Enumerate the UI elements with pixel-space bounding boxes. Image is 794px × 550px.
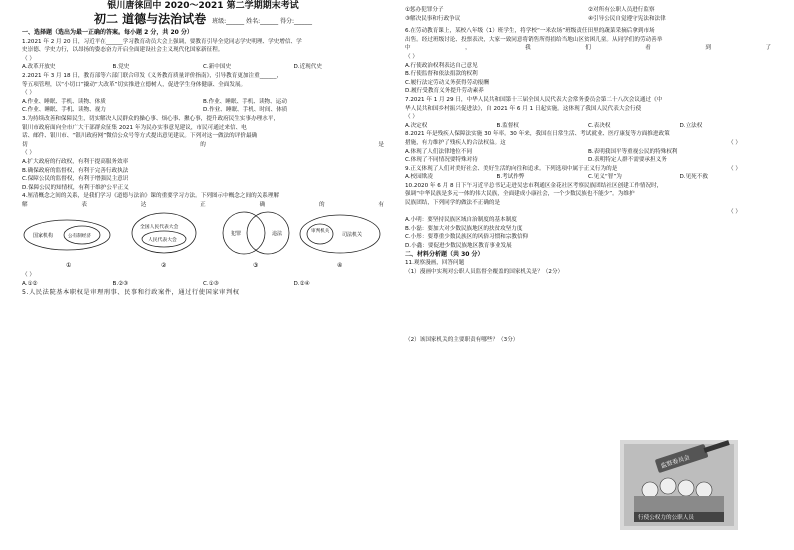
q10-option-d[interactable]: D.小鑫：要促进少数民族地区教育事业发展 bbox=[405, 243, 512, 250]
q6-option-c[interactable]: C.履行法定劳动义务获得劳动报酬 bbox=[405, 79, 489, 86]
q1-paren: （ ） bbox=[22, 55, 35, 62]
hammer-label: 监察委员会 bbox=[660, 454, 691, 470]
q8-stem-text: 措施，有力维护了残疾人的合法权益。这 bbox=[405, 139, 506, 146]
q1-option-d[interactable]: D.近现代史 bbox=[293, 64, 322, 71]
q6-stem-line1: 6.在劳动教育课上，某校八年级（1）班学生，将学校“一米农场”班级责任田里的蔬菜采摘后拿到市场 bbox=[405, 28, 655, 35]
left-column bbox=[22, 0, 384, 550]
q10-option-b[interactable]: B.小磊：要加大对少数民族地区的扶贫攻坚力度 bbox=[405, 225, 523, 232]
q8-paren: （ ） bbox=[728, 139, 741, 146]
q5-option-1[interactable]: ①惩办犯罪分子 bbox=[405, 7, 444, 13]
q3-stem-line1: 3.为持续改善和保障民生，切实解决人民群众的操心事、烦心事、揪心事，提升政府民生实事办理水平， bbox=[22, 115, 280, 122]
cartoon-basket bbox=[634, 496, 724, 512]
q11-sub2: （2）该国家机关的主要职责有哪些？（3分） bbox=[405, 337, 519, 344]
q2-option-c[interactable]: C.作业、睡眠、手机、读物、视力 bbox=[22, 107, 106, 114]
q3-stem-word-2: 的 bbox=[200, 141, 206, 148]
q6-option-a[interactable]: A.行使政治权利表达自己意见 bbox=[405, 62, 478, 69]
diagram-2 bbox=[132, 213, 196, 269]
q4-stem-word: 解 bbox=[22, 201, 28, 208]
q10-stem-line1: 10.2020 年 6 月 8 日下午习近平总书记走进吴忠市利通区金花社区考察民族团结社区创建工作情况时， bbox=[405, 182, 663, 189]
q2-paren: （ ） bbox=[22, 90, 35, 97]
q4-stem-word: 确 bbox=[259, 201, 266, 208]
q6-stem-line2: 出售。经过班级讨论、投票表决，大家一致同意将销售所得捐给当地山区贫困儿童。从同学们的劳动善举 bbox=[405, 36, 663, 43]
diagram-4-inner-ellipse bbox=[307, 224, 333, 244]
q11-cartoon-image bbox=[620, 440, 738, 530]
q6-stem-line3 bbox=[405, 44, 771, 53]
q4-stem-word: 的 bbox=[318, 201, 325, 208]
q5-options-row2 bbox=[405, 15, 771, 24]
q9-option-b[interactable]: B.考试作弊 bbox=[496, 174, 525, 181]
diagram-4-number: ④ bbox=[337, 262, 343, 270]
q7-stem-line2: 华人民共和国乡村振兴促进法》，自 2021 年 6 月 1 日起实施。这体现了我国人民代表大会行使 bbox=[405, 105, 642, 112]
q4-diagram-svg bbox=[22, 209, 384, 271]
q8-stem-line1: 8.2021 年是残疾人保障法实施 30 年率。30 年来，我国在日常生活、考试就业、医疗康复等方面推进政策 bbox=[405, 131, 670, 138]
q2-options-row2 bbox=[22, 106, 384, 115]
diagram-1-outer-label: 国家机构 bbox=[33, 233, 54, 240]
q8-option-c[interactable]: C.体现了不同情况要特殊对待 bbox=[405, 157, 478, 164]
diagram-1-inner-label: 公有制经济 bbox=[68, 234, 91, 240]
q9-paren: （ ） bbox=[728, 165, 741, 172]
diagram-3-left-label: 犯罪 bbox=[231, 231, 242, 238]
q4-option-b[interactable]: B.②③ bbox=[112, 281, 129, 288]
q4-stem-line1: 4.厘清概念之间的关系，是我们学习《道德与法治》课的重要学习方法。下列图示中概念之间的关系理解 bbox=[22, 193, 280, 200]
q2-stem-line1: 2.2021 年 3 月 18 日，教育部等六部门联合印发《义务教育质量评价指南》，引导教育更加注重______， bbox=[22, 72, 283, 79]
q3-option-b[interactable]: B.确保政府的监督权，有利于完善行政执法 bbox=[22, 167, 129, 174]
q10-stem-line2: 强调“中华民族是多元一体的伟大民族，全面建成小康社会，一个少数民族也不能少”。为维护 bbox=[405, 191, 635, 198]
q1-stem-line2: 史崇德、学史力行，以昂扬的姿态奋力开启全面建设社会主义现代化国家新征程。 bbox=[22, 47, 224, 54]
q3-stem-line2: 银川市政府面向全市广大干部群众征集 2021 年为民办实事意见建议，市民可通过来信、电 bbox=[22, 124, 247, 131]
person-2 bbox=[660, 478, 676, 494]
q3-option-a[interactable]: A.扩大政府的行政权，有利于提高服务效率 bbox=[22, 158, 129, 165]
right-column bbox=[405, 0, 771, 550]
q3-paren: （ ） bbox=[22, 150, 35, 157]
q7-stem-line1: 7.2021 年 1 月 29 日，中华人民共和国第十三届全国人民代表大会常务委员会第二十八次会议通过《中 bbox=[405, 96, 663, 103]
q6-option-b[interactable]: B.行使监督和依法捐款的权利 bbox=[405, 71, 478, 78]
q3-stem-line3: 话、邮件、银川市、“银川政府网”微信公众号等方式提出意见建议。下列对这一做法的评价最确 bbox=[22, 133, 258, 140]
q6-stem-word: 们 bbox=[585, 45, 591, 52]
diagram-4-outer-ellipse bbox=[300, 215, 380, 253]
q7-option-c[interactable]: C.表决权 bbox=[588, 122, 611, 129]
q1-options bbox=[22, 63, 384, 72]
person-4 bbox=[696, 482, 712, 498]
q5-stem-line1: 5.人民法院基本职权是审理刑事、民事和行政案件，通过行使国家审判权 bbox=[22, 288, 240, 296]
q7-option-a[interactable]: A.决定权 bbox=[405, 122, 428, 129]
q1-option-a[interactable]: A.改革开放史 bbox=[22, 64, 56, 71]
subject-title bbox=[22, 12, 384, 29]
banner-text: 行使公权力的公职人员 bbox=[638, 515, 694, 521]
q6-paren: （ ） bbox=[405, 53, 418, 60]
subject-title-text: 初二 道德与法治试卷 bbox=[93, 12, 207, 26]
diagram-2-number: ② bbox=[161, 262, 167, 270]
q6-stem-word: 到 bbox=[705, 45, 711, 52]
q7-paren: （ ） bbox=[405, 114, 418, 121]
q8-option-b[interactable]: B.表明我国平等重视公民的特殊权利 bbox=[588, 148, 678, 155]
diagram-2-inner-label: 人民代表大会 bbox=[148, 238, 177, 244]
q11-sub1: （1）漫画中实现对公职人员监督全覆盖的国家机关是？（2分） bbox=[405, 268, 564, 275]
person-1 bbox=[642, 482, 658, 498]
q2-option-b[interactable]: B.作业、睡眠、手机、读物、运动 bbox=[203, 98, 287, 105]
q2-options-row1 bbox=[22, 98, 384, 107]
q7-option-d[interactable]: D.立法权 bbox=[679, 122, 703, 129]
q9-stem-text: 9.正义体现了人们对美好社会、美好生活的向往和追求。下列选项中属于正义行为的是 bbox=[405, 165, 618, 172]
q4-diagrams bbox=[22, 209, 384, 271]
q1-option-c[interactable]: C.新中国史 bbox=[203, 64, 232, 71]
q8-options-row1 bbox=[405, 148, 771, 157]
q3-stem-word-3: 是 bbox=[378, 141, 384, 148]
q4-stem-word: 正 bbox=[200, 201, 206, 208]
q1-option-b[interactable]: B.党史 bbox=[112, 64, 130, 71]
person-3 bbox=[678, 480, 694, 496]
diagram-3-right-label: 违法 bbox=[272, 231, 283, 238]
q6-stem-word: 中 bbox=[405, 45, 411, 52]
q1-stem-line1: 1.2021 年 2 月 20 日，习近平在______学习教育动员大会上强调，要教育引导全党同志学史明理、学史增信、学 bbox=[22, 38, 302, 45]
q4-option-c[interactable]: C.①③ bbox=[203, 281, 219, 288]
diagram-1 bbox=[24, 220, 110, 269]
section2-heading: 二、材料分析题（共 30 分） bbox=[405, 250, 484, 258]
q10-paren: （ ） bbox=[728, 208, 741, 215]
diagram-3-number: ③ bbox=[253, 262, 259, 270]
diagram-3 bbox=[223, 212, 289, 269]
q10-option-a[interactable]: A.小明：要坚持民族区域自治制度的基本制度 bbox=[405, 217, 517, 224]
diagram-4 bbox=[300, 215, 380, 269]
q3-stem-word-1: 切 bbox=[22, 141, 28, 148]
q9-stem-line1 bbox=[405, 165, 771, 174]
q4-stem-word: 表 bbox=[81, 201, 87, 208]
q9-option-c[interactable]: C.见义“智”为 bbox=[588, 174, 622, 181]
q3-option-d[interactable]: D.保障公民的知情权，有利于维护公平正义 bbox=[22, 184, 129, 191]
q5-option-4[interactable]: ④引导公民自觉遵守宪法和法律 bbox=[588, 15, 666, 22]
q9-option-d[interactable]: D.见死不救 bbox=[679, 174, 708, 181]
q2-stem-line2: 等五项管理，以“小切口”撬动“大改革”切实推进立德树人，促进学生身体健康、全面发展。 bbox=[22, 81, 247, 88]
q4-stem-word: 达 bbox=[140, 201, 147, 208]
q10-stem-line3: 民族团结，下列同学的做法不正确的是 bbox=[405, 200, 501, 207]
q4-stem-word: 有 bbox=[378, 201, 384, 208]
q4-option-d[interactable]: D.②④ bbox=[293, 281, 310, 288]
q6-option-d[interactable]: D.履行受教育义务提升劳动素养 bbox=[405, 88, 484, 95]
diagram-4-right-label: 司法机关 bbox=[342, 232, 363, 239]
diagram-3-right-circle bbox=[247, 212, 289, 254]
q4-stem-line2 bbox=[22, 201, 384, 210]
q6-stem-word: 了 bbox=[765, 45, 771, 52]
q6-stem-word: 看 bbox=[645, 45, 651, 52]
section1-heading: 一、选择题（选出为最一正确的答案。每小题 2 分，共 20 分） bbox=[22, 29, 193, 36]
q5-option-2[interactable]: ②对所有公职人员进行监察 bbox=[588, 7, 655, 13]
diagram-2-outer-label: 全国人民代表大会 bbox=[140, 225, 179, 231]
q7-options bbox=[405, 122, 771, 131]
q8-stem-line2 bbox=[405, 139, 771, 148]
q8-option-a[interactable]: A.体现了人们法律地位不同 bbox=[405, 148, 473, 155]
q4-options bbox=[22, 280, 384, 289]
diagram-4-inner-label: 审判机关 bbox=[311, 229, 330, 235]
diagram-3-left-circle bbox=[223, 212, 265, 254]
q4-paren: （ ） bbox=[22, 272, 35, 279]
q9-option-a[interactable]: A.校园欺凌 bbox=[405, 174, 433, 181]
q3-option-c[interactable]: C.保障公民的监督权，有利于增强民主意识 bbox=[22, 176, 129, 183]
q8-options-row2 bbox=[405, 156, 771, 165]
q8-option-d[interactable]: D.表明特定人群不需要承担义务 bbox=[588, 157, 667, 164]
q2-option-d[interactable]: D.作业、睡眠、手机、时间、体质 bbox=[203, 107, 288, 114]
q2-option-a[interactable]: A.作业、睡眠、手机、读物、体质 bbox=[22, 98, 106, 105]
q5-option-3[interactable]: ③解决民事和行政争议 bbox=[405, 15, 461, 22]
q6-stem-word: 我 bbox=[525, 45, 531, 52]
q6-stem-word: ， bbox=[465, 45, 471, 52]
student-info-line: 班级:______ 姓名:______ 得分:______ bbox=[212, 18, 313, 25]
q7-option-b[interactable]: B.监督权 bbox=[496, 122, 519, 129]
q3-stem-line4 bbox=[22, 141, 384, 150]
diagram-1-number: ① bbox=[66, 262, 72, 270]
q4-option-a[interactable]: A.①② bbox=[22, 281, 38, 288]
q9-options bbox=[405, 173, 771, 182]
q11-intro: 11.观察漫画，回答问题 bbox=[405, 260, 465, 267]
q10-option-c[interactable]: C.小彤：要尊重少数民族区的风俗习惯和宗教信仰 bbox=[405, 234, 529, 241]
q5-options-row1 bbox=[405, 6, 771, 15]
school-title: 银川唐徕回中 2020～2021 第二学期期末考试 bbox=[107, 1, 299, 11]
